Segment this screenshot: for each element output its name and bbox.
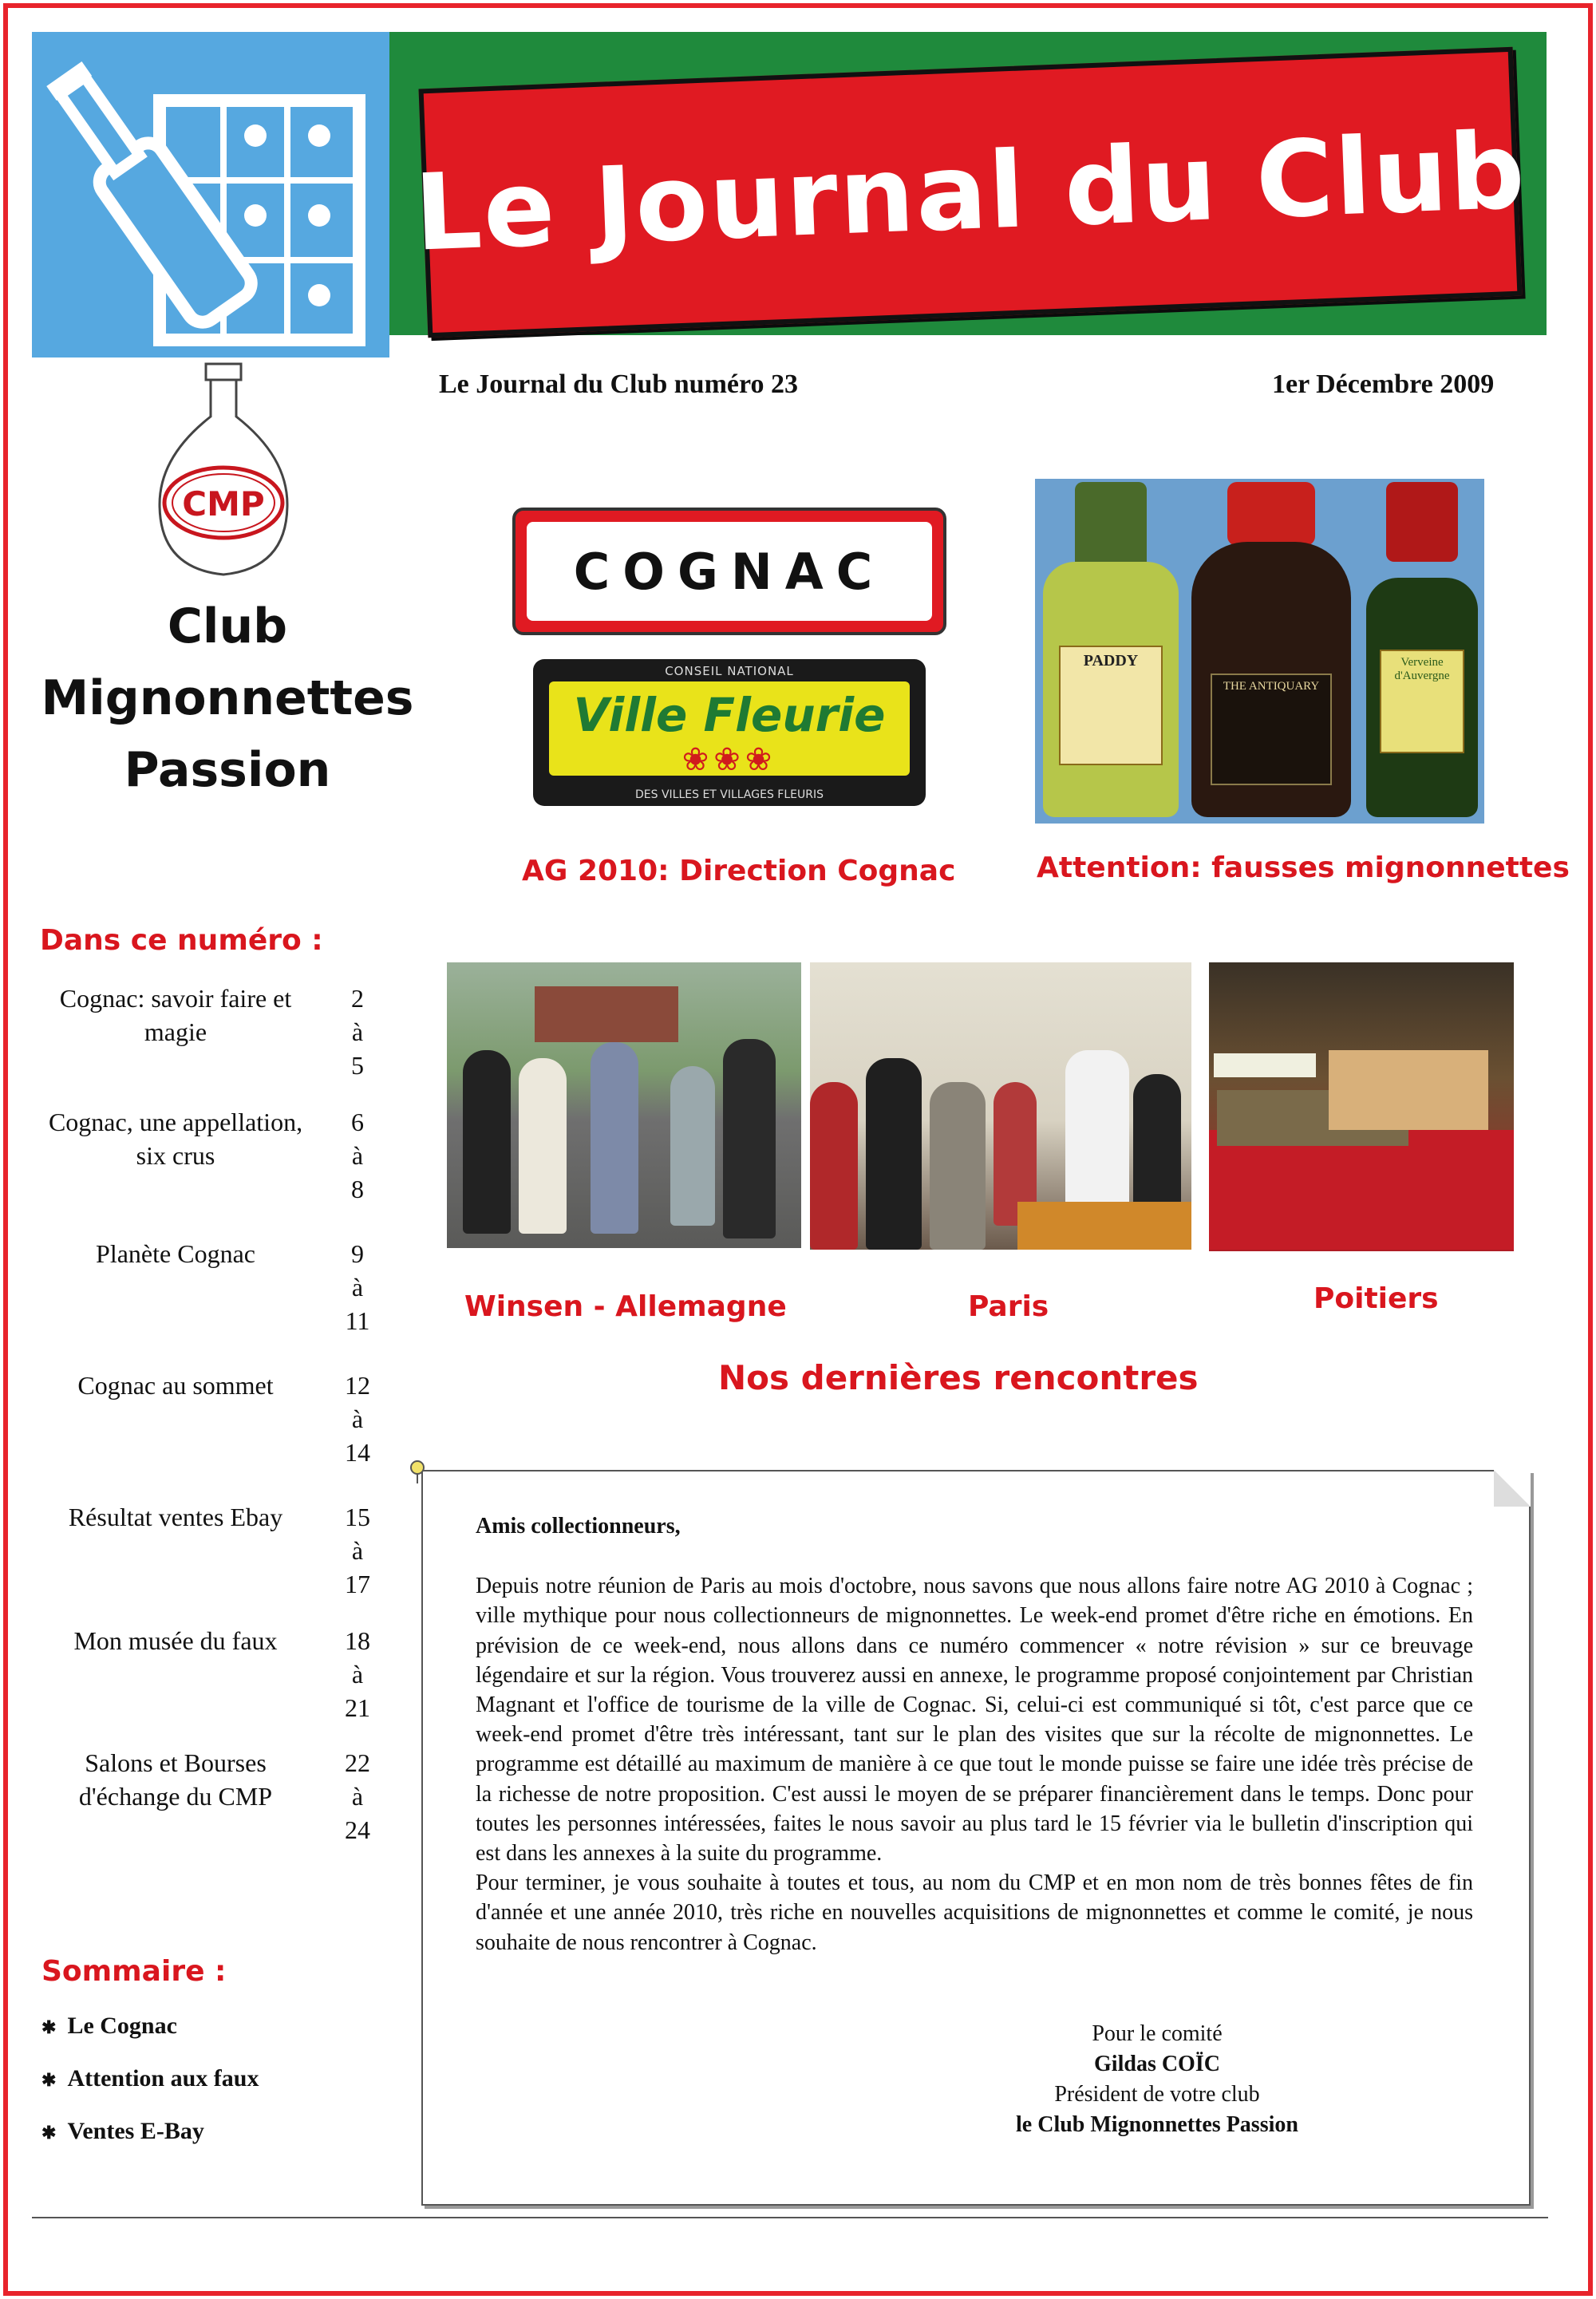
bottle-label: THE ANTIQUARY: [1211, 674, 1332, 785]
fleurie-bottom-text: DES VILLES ET VILLAGES FLEURIS: [635, 788, 824, 801]
toc-heading: Dans ce numéro :: [40, 924, 323, 957]
cmp-carafe-logo: [144, 361, 303, 584]
asterisk-icon: ✱: [41, 2017, 57, 2038]
caption-paris: Paris: [968, 1290, 1049, 1323]
photo-poitiers: [1209, 962, 1514, 1251]
caption-cognac: AG 2010: Direction Cognac: [522, 855, 956, 887]
club-name-line: Club: [167, 598, 288, 654]
toc-item-title: Mon musée du faux: [73, 1626, 278, 1655]
bottom-divider: [32, 2217, 1548, 2218]
summary-item[interactable]: ✱ Attention aux faux: [41, 2065, 259, 2092]
toc-item-title: Résultat ventes Ebay: [68, 1503, 283, 1531]
signature-line: Pour le comité: [1092, 2021, 1223, 2046]
signature-line: Président de votre club: [1054, 2082, 1260, 2107]
toc-item-pages: 22 à 24: [345, 1748, 370, 1844]
toc-item-pages: 18 à 21: [345, 1626, 370, 1722]
bottle-crate-logo-icon: [32, 32, 389, 357]
summary-heading: Sommaire :: [41, 1955, 227, 1988]
caption-fake-bottles: Attention: fausses mignonnettes: [1037, 851, 1570, 884]
bottle-label: PADDY: [1059, 646, 1162, 765]
photo-winsen: [447, 962, 801, 1248]
bottle-label: Verveine d'Auvergne: [1380, 650, 1464, 753]
ville-fleurie-sign: [533, 659, 926, 806]
club-logo: [32, 32, 389, 357]
editorial-letter: [421, 1470, 1531, 2206]
letter-body: [476, 1511, 1473, 1957]
toc-item-pages: 6 à 8: [351, 1108, 364, 1203]
issue-date: 1er Décembre 2009: [1272, 369, 1495, 399]
carafe-icon: [144, 361, 303, 584]
bottle-paddy: [1043, 482, 1179, 817]
letter-signature: [758, 2019, 1556, 2140]
signature-name: Gildas COÏC: [1094, 2052, 1220, 2076]
fake-miniatures-photo: [1035, 479, 1484, 824]
toc-item-pages: 9 à 11: [345, 1239, 370, 1335]
letter-greeting: Amis collectionneurs,: [476, 1514, 681, 1539]
bottle-verveine: [1366, 482, 1478, 817]
club-name-line: Passion: [124, 742, 331, 798]
cognac-sign-panel: [527, 522, 932, 621]
meetings-heading: Nos dernières rencontres: [718, 1358, 1199, 1397]
masthead-banner: [412, 47, 1529, 338]
fleurie-panel: [549, 681, 910, 776]
toc-item-title: Cognac, une appellation, six crus: [48, 1108, 303, 1170]
toc-item-pages: 15 à 17: [345, 1503, 370, 1598]
asterisk-icon: ✱: [41, 2123, 57, 2143]
club-name-line: Mignonnettes: [41, 670, 414, 726]
toc-item-pages: 2 à 5: [351, 984, 364, 1080]
bottle-antiquary: [1191, 482, 1351, 817]
signature-club: le Club Mignonnettes Passion: [1016, 2112, 1298, 2137]
toc-item-title: Salons et Bourses d'échange du CMP: [78, 1748, 273, 1811]
summary-item[interactable]: ✱ Ventes E-Bay: [41, 2118, 204, 2144]
cognac-town-sign: [512, 508, 946, 635]
toc-item-title: Planète Cognac: [96, 1239, 255, 1268]
fleurie-main-text: Ville Fleurie: [573, 688, 886, 742]
summary-item[interactable]: ✱ Le Cognac: [41, 2013, 177, 2039]
toc-item-title: Cognac: savoir faire et magie: [59, 984, 292, 1046]
caption-poitiers: Poitiers: [1314, 1282, 1439, 1315]
page-fold: [1494, 1470, 1531, 1507]
asterisk-icon: ✱: [41, 2070, 57, 2091]
letter-paragraph: Pour terminer, je vous souhaite à toutes et tous, au nom du CMP et en mon nom de très bonnes fêtes de fin d'année et une année 2010, très riche en nouvelles acquisitions de mignonnettes et comme le comité, je nous souhaite de nous rencontrer à Cognac.: [476, 1870, 1473, 1955]
pushpin-icon: [409, 1460, 426, 1484]
photo-paris: [810, 962, 1191, 1250]
masthead-title: Le Journal du Club: [412, 109, 1529, 275]
flower-icons: ❀❀❀: [681, 741, 777, 777]
club-name: [32, 591, 423, 806]
toc-item-title: Cognac au sommet: [77, 1371, 274, 1400]
cmp-badge: CMP: [182, 484, 265, 523]
issue-number: Le Journal du Club numéro 23: [439, 369, 798, 399]
fleurie-top-text: CONSEIL NATIONAL: [665, 664, 794, 678]
caption-winsen: Winsen - Allemagne: [464, 1290, 787, 1323]
cognac-sign-text: COGNAC: [573, 542, 886, 601]
letter-paragraph: Depuis notre réunion de Paris au mois d'octobre, nous savons que nous allons faire notre AG 2010 à Cognac ; ville mythique pour nous collectionneurs de mignonnettes. Le week-end promet d'être riche en émotions. En prévision de ce week-end, nous allons dans ce numéro commencer « notre révision » sur ce breuvage légendaire et sur la région. Vous trouverez aussi en annexe, le programme proposé conjointement par Christian Magnant et l'office de tourisme de la ville de Cognac. Si, celui-ci est communiqué si tôt, c'est parce que ce week-end promet d'être très intéressant, tant sur le plan des visites que sur la récolte de mignonnettes. Le programme est détaillé au maximum de manière à ce que tout le monde puisse se faire une idée très précise de la richesse de notre proposition. C'est aussi le moyen de se préparer financièrement dans le temps. Donc pour toutes les personnes intéressées, faites le nous savoir au plus tard le 15 février via le bulletin d'inscription qui est dans les annexes à la suite du programme.: [476, 1574, 1473, 1866]
toc-item-pages: 12 à 14: [345, 1371, 370, 1467]
